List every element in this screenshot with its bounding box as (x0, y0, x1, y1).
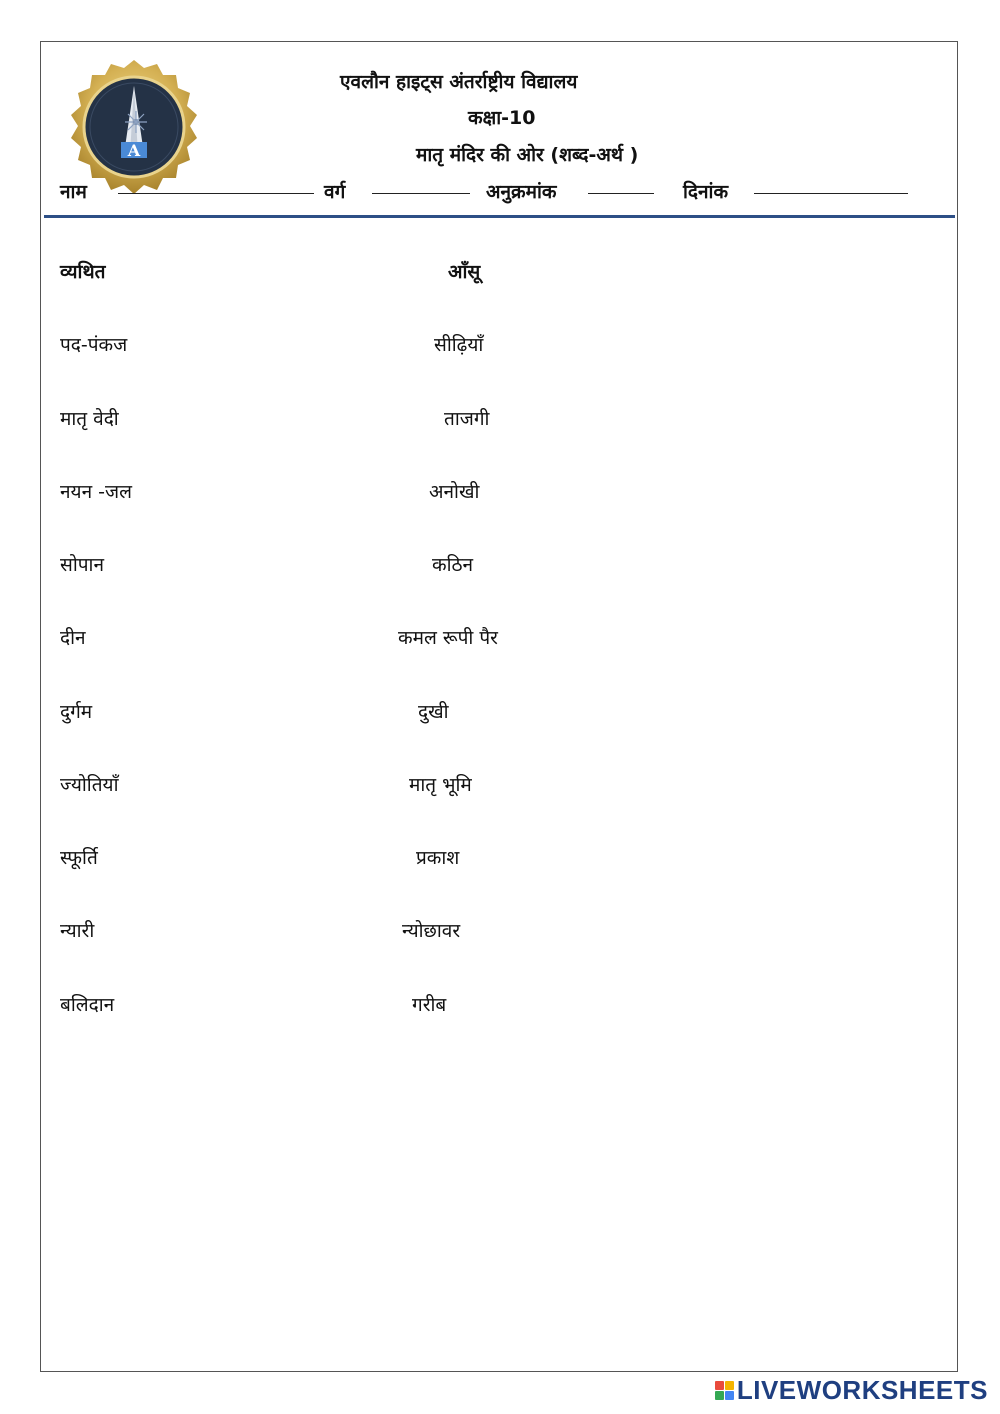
meaning-item: ताजगी (444, 408, 490, 430)
meaning-item: गरीब (412, 994, 447, 1016)
liveworksheets-logo-icon (715, 1381, 734, 1400)
word-item: दुर्गम (60, 701, 93, 723)
word-item: पद-पंकज (60, 334, 128, 356)
brand-text: LIVEWORKSHEETS (736, 1374, 988, 1405)
liveworksheets-brand (715, 1376, 988, 1404)
header-divider (44, 215, 955, 218)
logo-letter: A (127, 141, 141, 160)
word-item: स्फूर्ति (60, 847, 98, 869)
school-name: एवलौन हाइट्स अंतर्राष्ट्रीय विद्यालय (340, 71, 578, 93)
word-item: व्यथित (60, 261, 106, 283)
word-item: मातृ वेदी (60, 408, 119, 430)
school-logo-icon (64, 58, 204, 198)
chapter-title: मातृ मंदिर की ओर (शब्द-अर्थ ) (416, 144, 639, 166)
word-item: बलिदान (60, 994, 115, 1016)
date-label: दिनांक (683, 181, 729, 203)
meaning-item: दुखी (418, 701, 449, 723)
word-item: नयन -जल (60, 481, 132, 503)
meaning-item: सीढ़ियाँ (434, 334, 484, 356)
roll-label: अनुक्रमांक (486, 181, 557, 203)
meaning-item: मातृ भूमि (409, 774, 472, 796)
roll-field[interactable] (588, 193, 654, 194)
meaning-item: प्रकाश (416, 847, 460, 869)
section-field[interactable] (372, 193, 470, 194)
date-field[interactable] (754, 193, 908, 194)
section-label: वर्ग (324, 181, 346, 203)
meaning-item: अनोखी (429, 481, 480, 503)
name-field[interactable] (118, 193, 314, 194)
word-item: ज्योतियाँ (60, 774, 119, 796)
meaning-item: कमल रूपी पैर (398, 627, 498, 649)
meaning-item: कठिन (432, 554, 474, 576)
worksheet-border (40, 41, 958, 1372)
meaning-item: न्योछावर (402, 920, 461, 942)
word-item: न्यारी (60, 920, 95, 942)
word-item: दीन (60, 627, 86, 649)
class-label: कक्षा-10 (468, 107, 536, 129)
meaning-item: आँसू (448, 261, 481, 283)
word-item: सोपान (60, 554, 105, 576)
name-label: नाम (60, 181, 87, 203)
